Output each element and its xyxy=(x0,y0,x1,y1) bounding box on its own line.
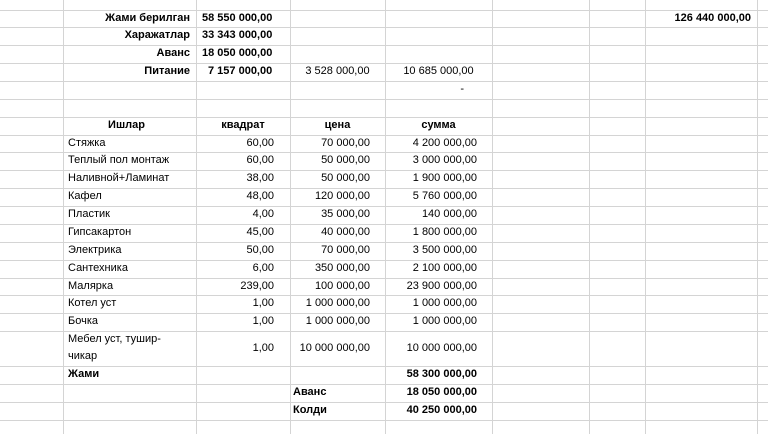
summary-label-pitanie[interactable]: Питание xyxy=(144,65,190,77)
cell-sum[interactable]: 3 000 000,00 xyxy=(412,154,477,166)
cell-price[interactable]: 40 000,00 xyxy=(321,226,370,238)
cell-qty[interactable]: 1,00 xyxy=(252,342,274,354)
row-divider xyxy=(0,81,768,82)
summary-pitanie-b[interactable]: 3 528 000,00 xyxy=(305,65,370,77)
cell-sum[interactable]: 2 100 000,00 xyxy=(412,262,477,274)
cell-price[interactable]: 100 000,00 xyxy=(314,280,370,292)
avans-value[interactable]: 18 050 000,00 xyxy=(406,386,477,398)
cell-work[interactable]: Сантехника xyxy=(68,262,128,274)
cell-work[interactable]: Стяжка xyxy=(68,137,106,149)
summary-value-pitanie[interactable]: 7 157 000,00 xyxy=(208,65,273,77)
avans-label[interactable]: Аванс xyxy=(293,386,327,398)
row-divider xyxy=(0,420,768,421)
cell-price[interactable]: 70 000,00 xyxy=(321,244,370,256)
cell-price[interactable]: 50 000,00 xyxy=(321,172,370,184)
cell-work-line1[interactable]: Мебел уст, тушир- xyxy=(68,333,161,345)
cell-sum[interactable]: 1 000 000,00 xyxy=(412,315,477,327)
row-divider xyxy=(0,206,768,207)
total-label[interactable]: Жами xyxy=(68,368,100,380)
cell-price[interactable]: 50 000,00 xyxy=(321,154,370,166)
total-value[interactable]: 58 300 000,00 xyxy=(406,368,477,380)
summary-value-avans[interactable]: 18 050 000,00 xyxy=(202,47,273,59)
cell-price[interactable]: 1 000 000,00 xyxy=(305,315,370,327)
row-divider xyxy=(0,135,768,136)
cell-sum[interactable]: 1 800 000,00 xyxy=(412,226,477,238)
summary-label-jami[interactable]: Жами берилган xyxy=(105,12,190,24)
summary-label-avans[interactable]: Аванс xyxy=(156,47,190,59)
row-divider xyxy=(0,278,768,279)
column-divider xyxy=(492,0,493,434)
cell-work[interactable]: Пластик xyxy=(68,208,110,220)
cell-price[interactable]: 35 000,00 xyxy=(321,208,370,220)
column-divider xyxy=(589,0,590,434)
row-divider xyxy=(0,188,768,189)
cell-qty[interactable]: 4,00 xyxy=(252,208,274,220)
cell-sum[interactable]: 140 000,00 xyxy=(421,208,477,220)
cell-qty[interactable]: 1,00 xyxy=(252,297,274,309)
cell-work[interactable]: Теплый пол монтаж xyxy=(68,154,170,166)
cell-qty[interactable]: 1,00 xyxy=(252,315,274,327)
summary-value-xarajat[interactable]: 33 343 000,00 xyxy=(202,29,273,41)
cell-qty[interactable]: 60,00 xyxy=(246,137,274,149)
cell-qty[interactable]: 38,00 xyxy=(246,172,274,184)
header-sum[interactable]: сумма xyxy=(421,119,456,131)
cell-sum[interactable]: 10 000 000,00 xyxy=(406,342,477,354)
row-divider xyxy=(0,313,768,314)
cell-sum[interactable]: 23 900 000,00 xyxy=(406,280,477,292)
header-work[interactable]: Ишлар xyxy=(108,119,145,131)
cell-sum[interactable]: 1 900 000,00 xyxy=(412,172,477,184)
cell-qty[interactable]: 50,00 xyxy=(246,244,274,256)
cell-work[interactable]: Наливной+Ламинат xyxy=(68,172,170,184)
cell-qty[interactable]: 239,00 xyxy=(240,280,274,292)
cell-price[interactable]: 350 000,00 xyxy=(314,262,370,274)
cell-sum[interactable]: 3 500 000,00 xyxy=(412,244,477,256)
header-qty[interactable]: квадрат xyxy=(221,119,265,131)
cell-price[interactable]: 1 000 000,00 xyxy=(305,297,370,309)
column-divider xyxy=(645,0,646,434)
cell-qty[interactable]: 45,00 xyxy=(246,226,274,238)
cell-price[interactable]: 120 000,00 xyxy=(314,190,370,202)
row-divider xyxy=(0,402,768,403)
cell-qty[interactable]: 48,00 xyxy=(246,190,274,202)
cell-sum[interactable]: 4 200 000,00 xyxy=(412,137,477,149)
cell-qty[interactable]: 60,00 xyxy=(246,154,274,166)
cell-sum[interactable]: 5 760 000,00 xyxy=(412,190,477,202)
cell-work[interactable]: Бочка xyxy=(68,315,98,327)
cell-price[interactable]: 10 000 000,00 xyxy=(299,342,370,354)
cell-sum[interactable]: 1 000 000,00 xyxy=(412,297,477,309)
summary-total-right[interactable]: 126 440 000,00 xyxy=(674,12,751,24)
column-divider xyxy=(757,0,758,434)
cell-work[interactable]: Малярка xyxy=(68,280,114,292)
summary-dash[interactable]: - xyxy=(460,83,464,95)
summary-pitanie-sum[interactable]: 10 685 000,00 xyxy=(403,65,474,77)
cell-work-line2[interactable]: чикар xyxy=(68,350,98,362)
cell-work[interactable]: Электрика xyxy=(68,244,122,256)
cell-work[interactable]: Кафел xyxy=(68,190,102,202)
summary-label-xarajat[interactable]: Харажатлар xyxy=(124,29,190,41)
cell-qty[interactable]: 6,00 xyxy=(252,262,274,274)
cell-work[interactable]: Котел уст xyxy=(68,297,117,309)
cell-work[interactable]: Гипсакартон xyxy=(68,226,132,238)
header-price[interactable]: цена xyxy=(324,119,351,131)
qoldi-label[interactable]: Колди xyxy=(293,404,327,416)
row-divider xyxy=(0,384,768,385)
qoldi-value[interactable]: 40 250 000,00 xyxy=(406,404,477,416)
summary-value-jami[interactable]: 58 550 000,00 xyxy=(202,12,273,24)
cell-price[interactable]: 70 000,00 xyxy=(321,137,370,149)
row-divider xyxy=(0,366,768,367)
row-divider xyxy=(0,99,768,100)
